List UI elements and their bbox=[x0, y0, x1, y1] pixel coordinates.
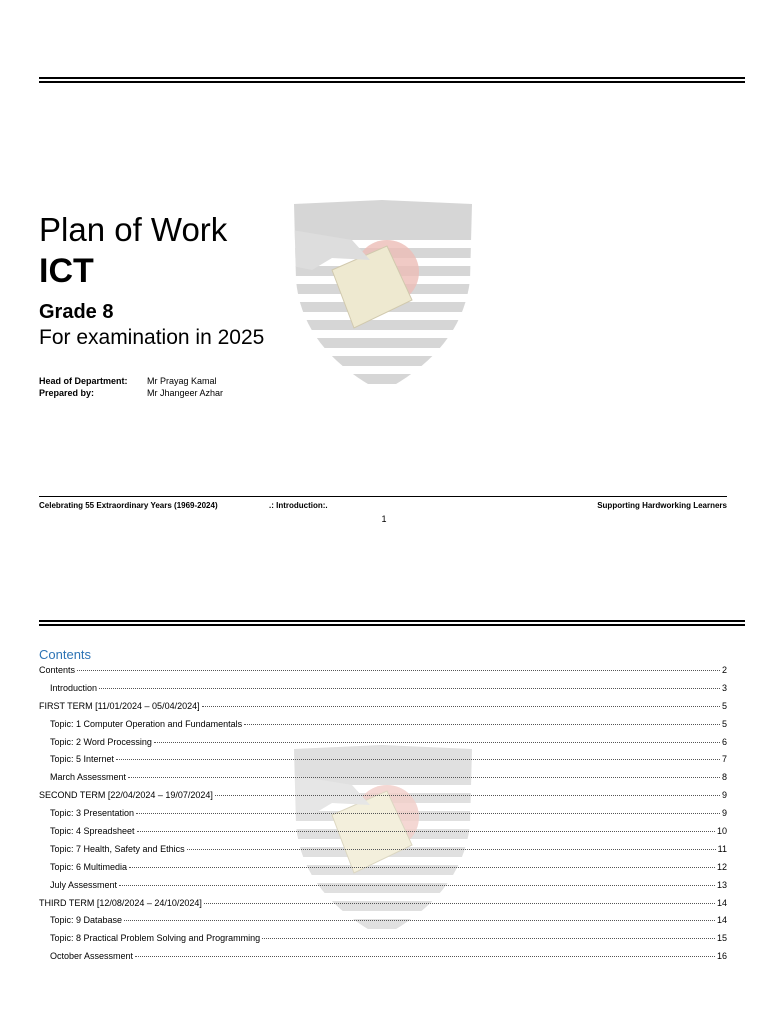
toc-dot-leader bbox=[154, 742, 720, 743]
toc-entry-page: 16 bbox=[716, 951, 727, 962]
toc-entry[interactable] bbox=[39, 844, 727, 862]
toc-dot-leader bbox=[135, 956, 715, 957]
toc-entry-label: Topic: 6 Multimedia bbox=[50, 861, 128, 872]
toc-entry[interactable] bbox=[39, 898, 727, 916]
toc-entry-label: Topic: 7 Health, Safety and Ethics bbox=[50, 843, 185, 854]
contents-heading: Contents bbox=[39, 647, 92, 662]
toc-entry-page: 14 bbox=[716, 897, 727, 908]
toc-entry-page: 10 bbox=[716, 826, 727, 837]
toc-entry[interactable] bbox=[39, 772, 727, 790]
toc-entry[interactable] bbox=[39, 683, 727, 701]
subject-title: ICT bbox=[39, 251, 94, 290]
toc-entry-page: 5 bbox=[721, 718, 727, 729]
toc-entry-label: THIRD TERM [12/08/2024 – 24/10/2024] bbox=[39, 897, 202, 908]
toc-entry-page: 3 bbox=[721, 682, 727, 693]
toc-entry-label: Topic: 3 Presentation bbox=[50, 808, 135, 819]
hod-name: Mr Prayag Kamal bbox=[147, 376, 217, 386]
toc-entry-page: 12 bbox=[716, 861, 727, 872]
toc-entry-label: Topic: 5 Internet bbox=[50, 754, 115, 765]
toc-entry[interactable] bbox=[39, 790, 727, 808]
toc-entry[interactable] bbox=[39, 933, 727, 951]
footer-left-text: Celebrating 55 Extraordinary Years (1969-2024) bbox=[39, 501, 218, 510]
toc-entry[interactable] bbox=[39, 880, 727, 898]
exam-year-label: For examination in 2025 bbox=[39, 326, 265, 350]
toc-dot-leader bbox=[119, 885, 715, 886]
document-title: Plan of Work bbox=[39, 211, 228, 248]
toc-entry-label: Topic: 9 Database bbox=[50, 915, 123, 926]
toc-dot-leader bbox=[124, 920, 715, 921]
footer-rule bbox=[39, 496, 727, 497]
footer-section-text: .: Introduction:. bbox=[269, 501, 328, 510]
toc-entry[interactable] bbox=[39, 862, 727, 880]
toc-entry-page: 13 bbox=[716, 879, 727, 890]
toc-entry-label: Contents bbox=[39, 665, 76, 675]
toc-entry-label: Topic: 2 Word Processing bbox=[50, 736, 152, 747]
school-crest-watermark bbox=[292, 200, 474, 394]
contents-top-double-rule bbox=[39, 620, 745, 626]
prepared-by-label: Prepared by: bbox=[39, 388, 95, 398]
toc-entry-page: 11 bbox=[717, 843, 727, 854]
cover-title-block bbox=[39, 210, 264, 351]
toc-dot-leader bbox=[137, 831, 715, 832]
toc-entry-page: 8 bbox=[721, 772, 727, 783]
toc-entry[interactable] bbox=[39, 808, 727, 826]
toc-entry-label: October Assessment bbox=[50, 951, 134, 962]
page-number: 1 bbox=[381, 514, 387, 524]
toc-dot-leader bbox=[99, 688, 720, 689]
toc-entry-label: Topic: 4 Spreadsheet bbox=[50, 826, 135, 837]
toc-entry[interactable] bbox=[39, 826, 727, 844]
toc-entry-label: FIRST TERM [11/01/2024 – 05/04/2024] bbox=[39, 700, 200, 711]
toc-dot-leader bbox=[136, 813, 720, 814]
toc-entry-label: Topic: 1 Computer Operation and Fundamentals bbox=[50, 718, 243, 729]
toc-dot-leader bbox=[129, 867, 715, 868]
toc-entry[interactable] bbox=[39, 665, 727, 683]
toc-entry-page: 5 bbox=[721, 700, 727, 711]
top-double-rule bbox=[39, 77, 745, 83]
toc-entry-label: SECOND TERM [22/04/2024 – 19/07/2024] bbox=[39, 790, 213, 801]
prepared-by-row bbox=[39, 387, 223, 399]
toc-entry[interactable] bbox=[39, 701, 727, 719]
toc-entry-page: 6 bbox=[721, 736, 727, 747]
staff-info bbox=[39, 375, 223, 399]
toc-dot-leader bbox=[244, 724, 720, 725]
toc-entry-label: Introduction bbox=[50, 682, 98, 693]
hod-label: Head of Department: bbox=[39, 376, 128, 386]
toc-entry[interactable] bbox=[39, 754, 727, 772]
toc-entry[interactable] bbox=[39, 719, 727, 737]
toc-entry-page: 9 bbox=[721, 808, 727, 819]
toc-entry-page: 14 bbox=[716, 915, 727, 926]
footer-right-text: Supporting Hardworking Learners bbox=[597, 501, 727, 510]
toc-entry-page: 9 bbox=[721, 790, 727, 801]
toc-entry-label: July Assessment bbox=[50, 879, 118, 890]
grade-label: Grade 8 bbox=[39, 301, 114, 324]
toc-dot-leader bbox=[262, 938, 715, 939]
toc-entry-page: 15 bbox=[716, 933, 727, 944]
toc-dot-leader bbox=[215, 795, 720, 796]
toc-entry-label: March Assessment bbox=[50, 772, 127, 783]
toc-entry[interactable] bbox=[39, 915, 727, 933]
toc-dot-leader bbox=[202, 706, 720, 707]
table-of-contents bbox=[39, 665, 727, 969]
toc-dot-leader bbox=[204, 903, 715, 904]
prepared-by-name: Mr Jhangeer Azhar bbox=[147, 388, 224, 398]
toc-dot-leader bbox=[187, 849, 716, 850]
toc-dot-leader bbox=[77, 670, 720, 671]
toc-dot-leader bbox=[116, 759, 720, 760]
toc-entry-label: Topic: 8 Practical Problem Solving and Programming bbox=[50, 933, 261, 944]
toc-dot-leader bbox=[128, 777, 720, 778]
toc-entry-page: 7 bbox=[721, 754, 727, 765]
hod-row bbox=[39, 375, 223, 387]
toc-entry[interactable] bbox=[39, 737, 727, 755]
toc-entry[interactable] bbox=[39, 951, 727, 969]
toc-entry-page: 2 bbox=[721, 665, 727, 675]
